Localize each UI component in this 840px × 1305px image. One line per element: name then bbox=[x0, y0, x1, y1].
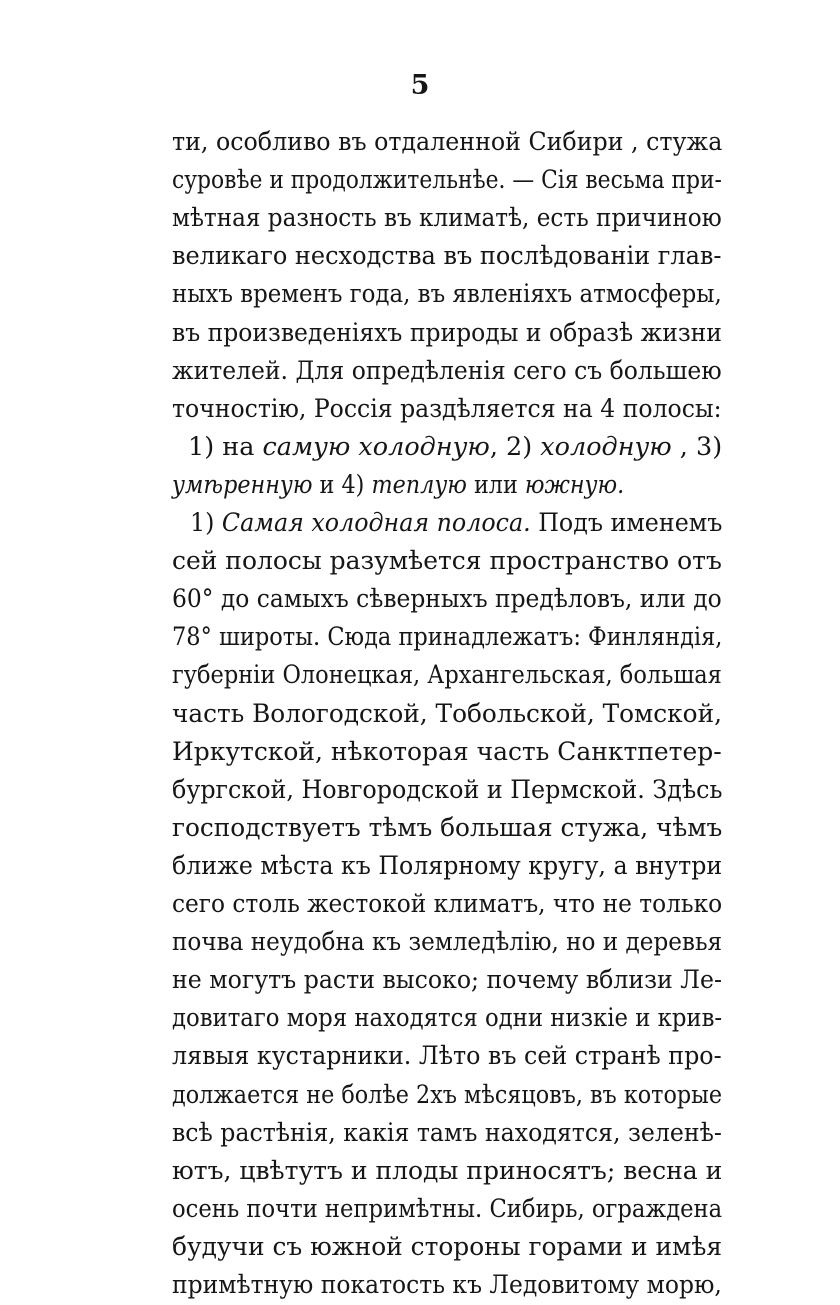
italic-segment: Самая холодная полоса. bbox=[221, 508, 531, 537]
text-line bbox=[172, 846, 722, 886]
text-line bbox=[172, 579, 722, 619]
italic-segment: умѣренную bbox=[172, 469, 313, 499]
text-line bbox=[172, 122, 722, 162]
text-segment: губерніи Олонецкая, Архангельская, большая bbox=[172, 660, 722, 690]
text-line bbox=[172, 465, 624, 505]
text-line bbox=[172, 389, 722, 429]
text-line bbox=[172, 1113, 722, 1153]
text-line bbox=[172, 274, 722, 314]
italic-segment: южную. bbox=[524, 469, 625, 499]
text-segment: великаго несходства въ послѣдованіи глав- bbox=[172, 241, 722, 271]
text-line bbox=[172, 1227, 722, 1267]
text-line bbox=[172, 694, 722, 734]
text-line bbox=[172, 198, 722, 238]
text-line bbox=[172, 922, 722, 962]
text-line bbox=[172, 770, 722, 810]
text-segment: , 3) bbox=[671, 431, 723, 461]
text-segment: часть Вологодской, Тобольской, Томской, bbox=[172, 698, 722, 728]
text-segment: въ произведеніяхъ природы и образѣ жизни bbox=[172, 317, 722, 347]
text-segment: всѣ растѣнія, какія тамъ находятся, зеленѣ- bbox=[172, 1117, 722, 1147]
text-line bbox=[172, 1036, 722, 1076]
text-line bbox=[190, 503, 722, 543]
text-segment: Подъ именемъ bbox=[530, 508, 723, 537]
text-line bbox=[172, 1189, 722, 1229]
text-segment: примѣтную покатость къ Ледовитому морю, bbox=[172, 1270, 722, 1299]
text-segment: мѣтная разность въ климатѣ, есть причиною bbox=[172, 203, 722, 233]
text-segment: не могутъ расти высоко; почему вблизи Ле- bbox=[172, 965, 722, 995]
text-segment: почва неудобна къ земледѣлію, но и деревья bbox=[172, 927, 723, 957]
text-segment: 1) bbox=[190, 508, 222, 537]
text-segment: ближе мѣста къ Полярному кругу, а внутри bbox=[172, 850, 723, 880]
text-segment: сего столь жестокой климатъ, что не только bbox=[172, 889, 723, 918]
text-line bbox=[172, 1075, 722, 1115]
text-segment: господствуетъ тѣмъ большая стужа, чѣмъ bbox=[172, 812, 723, 842]
text-line bbox=[172, 351, 722, 391]
body-text bbox=[0, 110, 840, 1299]
text-segment: Иркутской, нѣкоторая часть Санктпетер- bbox=[172, 736, 722, 766]
text-segment: ныхъ временъ года, въ явленіяхъ атмосферы, bbox=[172, 279, 722, 309]
text-line bbox=[172, 960, 722, 1000]
text-line bbox=[172, 160, 722, 200]
text-line bbox=[172, 1151, 722, 1191]
page-number: 5 bbox=[410, 70, 430, 101]
text-line bbox=[172, 655, 722, 695]
text-line bbox=[172, 1265, 722, 1305]
text-line bbox=[172, 998, 722, 1038]
text-segment: или bbox=[466, 469, 525, 499]
text-segment: должается не болѣе 2хъ мѣсяцовъ, въ которые bbox=[172, 1079, 723, 1109]
text-segment: 60° до самыхъ сѣверныхъ предѣловъ, или до bbox=[172, 584, 722, 614]
text-segment: точностію, Россія раздѣляется на 4 полосы: bbox=[172, 393, 722, 423]
text-line bbox=[172, 236, 722, 276]
italic-segment: самую холодную bbox=[262, 431, 490, 461]
text-segment: лявыя кустарники. Лѣто въ сей странѣ про- bbox=[172, 1041, 722, 1071]
text-line bbox=[172, 617, 722, 657]
text-segment: 78° широты. Сюда принадлежатъ: Финляндія, bbox=[172, 622, 723, 652]
text-segment: жителей. Для опредѣленія сего съ большею bbox=[172, 355, 722, 385]
italic-segment: холодную bbox=[540, 431, 672, 461]
text-segment: и 4) bbox=[312, 469, 372, 499]
italic-segment: теплую bbox=[371, 469, 467, 499]
text-segment: ти, особливо въ отдаленной Сибири , стужа bbox=[172, 127, 723, 156]
text-segment: бургской, Новгородской и Пермской. Здѣсь bbox=[172, 774, 723, 804]
text-segment: сей полосы разумѣется пространство отъ bbox=[172, 546, 722, 576]
text-segment: , 2) bbox=[489, 431, 541, 461]
text-line bbox=[172, 541, 722, 581]
text-segment: ютъ, цвѣтутъ и плоды приносятъ; весна и bbox=[172, 1155, 723, 1185]
text-line bbox=[188, 427, 722, 467]
text-line bbox=[172, 808, 722, 848]
text-segment: осень почти непримѣтны. Сибирь, ограждена bbox=[172, 1193, 723, 1223]
text-segment: довитаго моря находятся одни низкіе и крив- bbox=[172, 1003, 723, 1033]
text-line bbox=[172, 313, 722, 353]
text-line bbox=[172, 732, 722, 772]
text-line bbox=[172, 884, 722, 924]
text-segment: будучи съ южной стороны горами и имѣя bbox=[172, 1231, 723, 1261]
text-segment: 1) на bbox=[188, 431, 263, 461]
text-segment: суровѣе и продолжительнѣе. — Сія весьма при- bbox=[172, 165, 722, 195]
